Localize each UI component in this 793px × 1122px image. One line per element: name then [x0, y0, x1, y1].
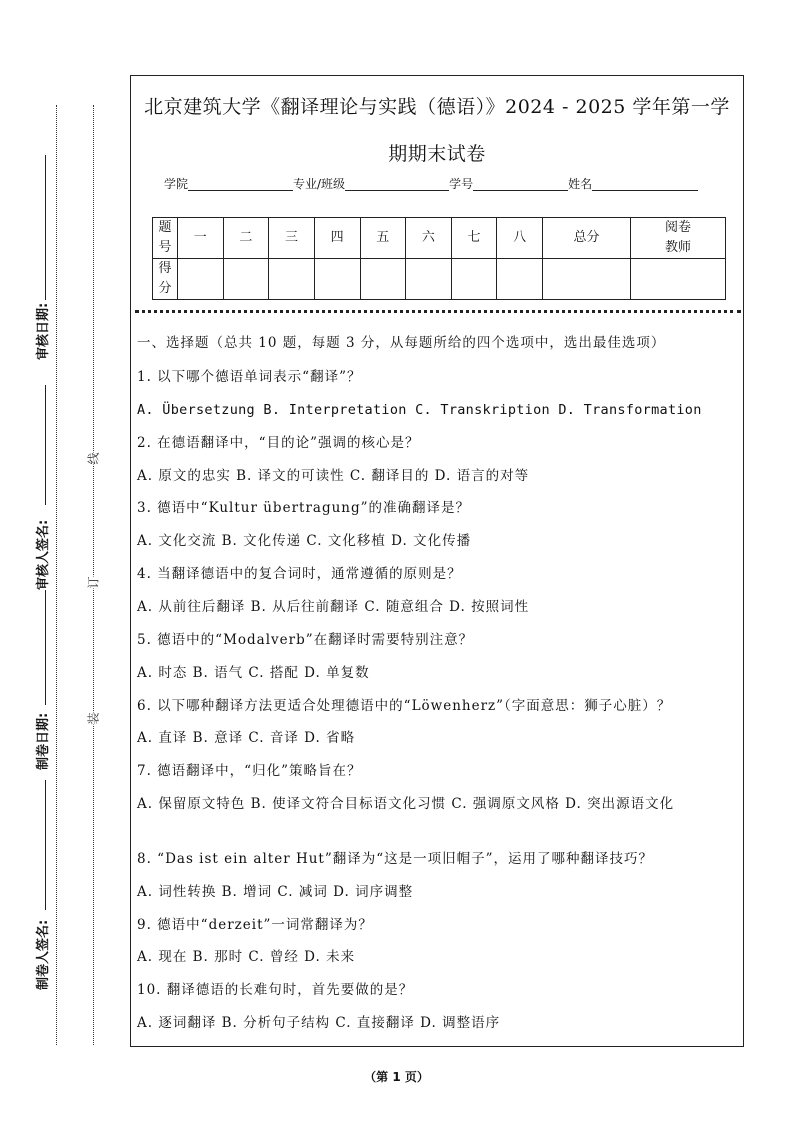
exam-title [131, 84, 743, 178]
page-number: （第 1 页） [364, 1070, 429, 1084]
question-7-options: A. 保留原文特色 B. 使译文符合目标语文化习惯 C. 强调原文风格 D. 突出源语文化 [137, 796, 675, 812]
question-9: 9. 德语中“derzeit”一词常翻译为？ [137, 917, 373, 933]
score-cell[interactable] [406, 259, 452, 300]
exam-frame [130, 75, 744, 1047]
major-label: 专业/班级 [293, 177, 346, 191]
question-1-options: A. Übersetzung B. Interpretation C. Transkription D. Transformation [137, 402, 702, 418]
question-7: 7. 德语翻译中，“归化”策略旨在？ [137, 763, 362, 779]
college-label: 学院 [164, 177, 189, 191]
score-col-1: 一 [178, 218, 224, 259]
score-cell[interactable] [543, 259, 631, 300]
exam-title-line1: 北京建筑大学《翻译理论与实践（德语）》2024 - 2025 学年第一学 [144, 96, 730, 118]
score-col-total: 总分 [543, 218, 631, 259]
question-5-options: A. 时态 B. 语气 C. 搭配 D. 单复数 [137, 665, 370, 681]
score-col-7: 七 [451, 218, 497, 259]
binding-mark-zhuang: 装 [83, 712, 104, 724]
score-col-4: 四 [314, 218, 360, 259]
score-cell[interactable] [314, 259, 360, 300]
score-row-header: 得 分 [153, 259, 178, 300]
section-heading: 一、选择题（总共 10 题，每题 3 分，从每题所给的四个选项中，选出最佳选项） [137, 335, 666, 351]
question-3: 3. 德语中“Kultur übertragung”的准确翻译是？ [137, 500, 471, 516]
score-cell[interactable] [360, 259, 406, 300]
question-8: 8. “Das ist ein alter Hut”翻译为“这是一项旧帽子”，运用了哪种翻译技巧？ [137, 851, 654, 867]
question-4-options: A. 从前往后翻译 B. 从后往前翻译 C. 随意组合 D. 按照词性 [137, 599, 530, 615]
approver-date-label: 审核日期: [36, 302, 51, 360]
score-col-5: 五 [360, 218, 406, 259]
score-col-8: 八 [497, 218, 543, 259]
approver-date-line [45, 155, 46, 300]
score-cell[interactable] [631, 259, 726, 300]
student-id-label: 学号 [449, 177, 474, 191]
binding-dotted-line-outer [56, 105, 57, 1045]
question-8-options: A. 词性转换 B. 增词 C. 减词 D. 词序调整 [137, 884, 414, 900]
binding-mark-xian: 线 [83, 452, 104, 464]
score-cell[interactable] [223, 259, 269, 300]
binding-dotted-line-inner [93, 105, 94, 1045]
question-2: 2. 在德语翻译中，“目的论”强调的核心是？ [137, 435, 420, 451]
maker-date-label: 制卷日期: [36, 712, 51, 770]
major-field[interactable] [345, 178, 449, 191]
score-cell[interactable] [269, 259, 315, 300]
section-divider [135, 310, 741, 313]
question-number-header: 题 号 [153, 218, 178, 259]
approver-signature-label: 审核人签名: [36, 519, 51, 590]
binding-mark-ding: 订 [83, 576, 104, 588]
question-1: 1. 以下哪个德语单词表示“翻译”？ [137, 369, 362, 385]
question-4: 4. 当翻译德语中的复合词时，通常遵循的原则是？ [137, 566, 462, 582]
name-label: 姓名 [568, 177, 593, 191]
score-table [152, 217, 726, 300]
college-field[interactable] [188, 178, 293, 191]
approver-signature-line [45, 385, 46, 505]
score-table-score-row [153, 259, 726, 300]
maker-signature-label: 制卷人签名: [36, 919, 51, 990]
score-col-grader: 阅卷 教师 [631, 218, 726, 259]
question-3-options: A. 文化交流 B. 文化传递 C. 文化移植 D. 文化传播 [137, 533, 472, 549]
score-cell[interactable] [178, 259, 224, 300]
score-table-header-row [153, 218, 726, 259]
score-cell[interactable] [497, 259, 543, 300]
student-info-row [164, 175, 724, 192]
score-col-2: 二 [223, 218, 269, 259]
name-field[interactable] [592, 178, 698, 191]
score-col-6: 六 [406, 218, 452, 259]
question-10-options: A. 逐词翻译 B. 分析句子结构 C. 直接翻译 D. 调整语序 [137, 1015, 501, 1031]
score-col-3: 三 [269, 218, 315, 259]
question-6-options: A. 直译 B. 意译 C. 音译 D. 省略 [137, 730, 356, 746]
question-6: 6. 以下哪种翻译方法更适合处理德语中的“Löwenherz”（字面意思：狮子心脏）？ [137, 698, 672, 714]
maker-signature-line [45, 780, 46, 910]
question-10: 10. 翻译德语的长难句时，首先要做的是？ [137, 982, 414, 998]
question-9-options: A. 现在 B. 那时 C. 曾经 D. 未来 [137, 949, 356, 965]
exam-title-line2: 期期末试卷 [388, 143, 486, 165]
maker-date-line [45, 590, 46, 705]
question-5: 5. 德语中的“Modalverb”在翻译时需要特别注意？ [137, 632, 474, 648]
question-2-options: A. 原文的忠实 B. 译文的可读性 C. 翻译目的 D. 语言的对等 [137, 468, 530, 484]
score-cell[interactable] [451, 259, 497, 300]
student-id-field[interactable] [473, 178, 568, 191]
